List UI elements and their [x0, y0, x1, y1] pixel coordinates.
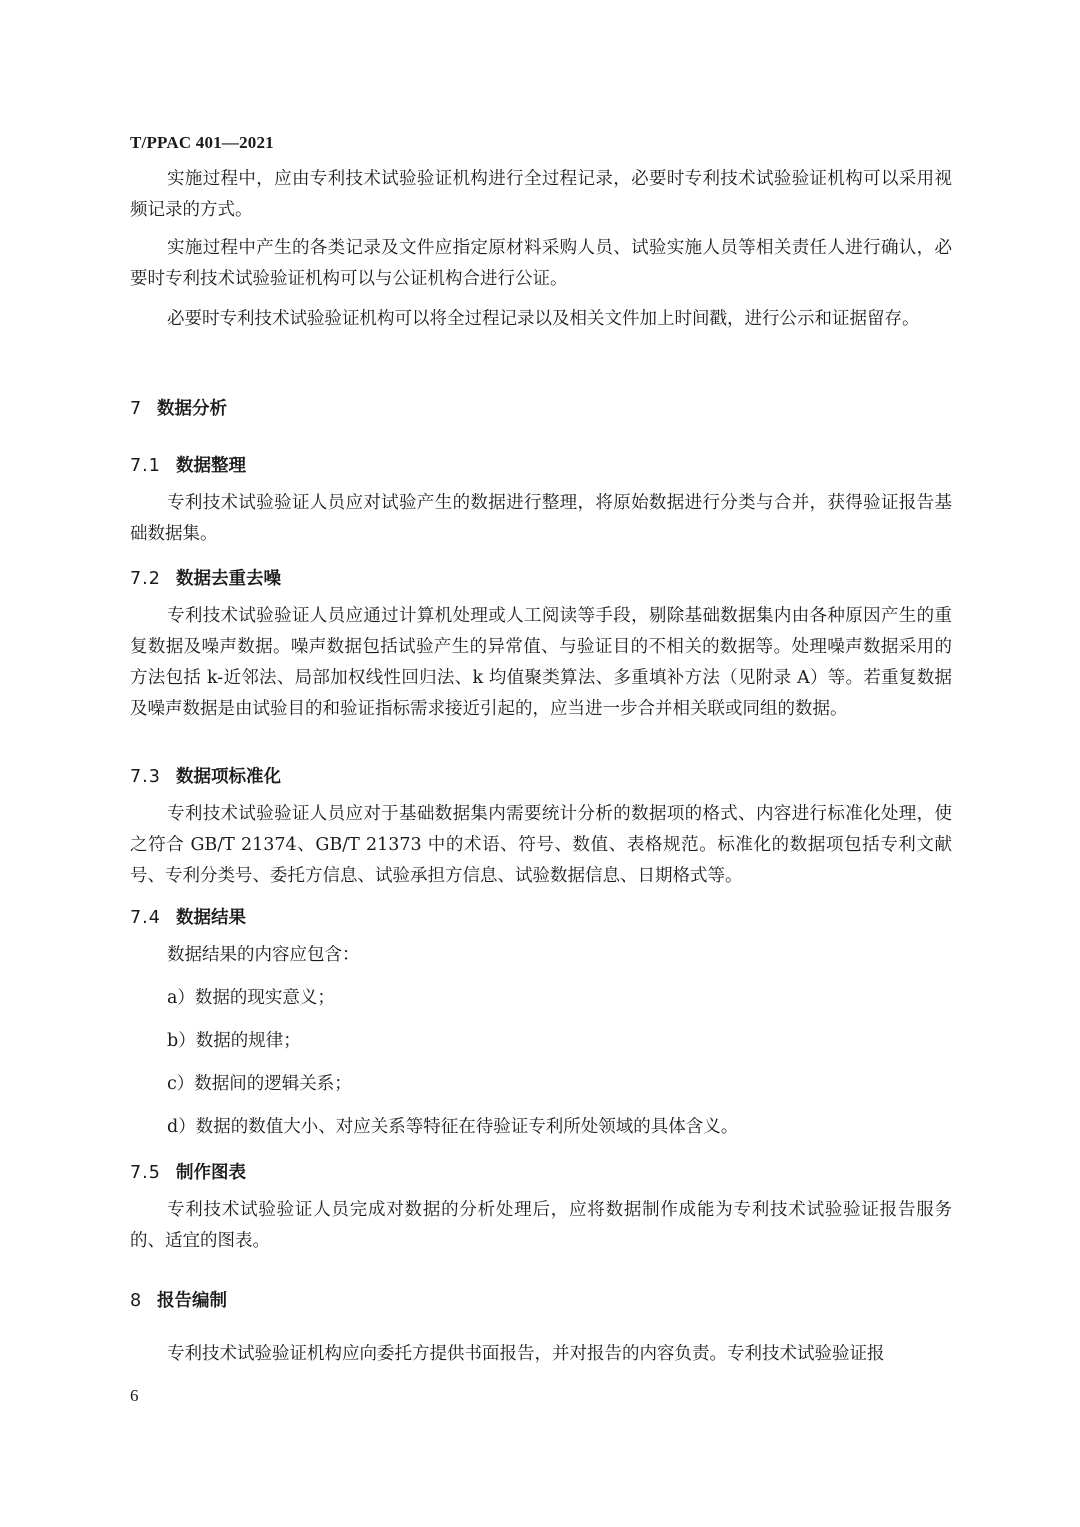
paragraph-text: 专利技术试验验证机构应向委托方提供书面报告，并对报告的内容负责。专利技术试验验证报	[167, 1344, 885, 1364]
paragraph-text: 专利技术试验验证人员完成对数据的分析处理后，应将数据制作成能为专利技术试验验证报告服务的、适宜的图表。	[130, 1200, 952, 1251]
list-item-text: b）数据的规律；	[167, 1031, 301, 1051]
page-number: 6	[130, 1386, 139, 1405]
subsection-number: 7.3	[130, 767, 161, 787]
subsection-7-4-intro	[130, 940, 952, 971]
paragraph-text: 实施过程中产生的各类记录及文件应指定原材料采购人员、试验实施人员等相关责任人进行确认，必要时专利技术试验验证机构可以与公证机构合进行公证。	[130, 238, 952, 289]
subsection-number: 7.1	[130, 456, 161, 476]
section-7-heading	[130, 395, 227, 420]
section-title: 数据分析	[157, 399, 227, 419]
subsection-7-1-body	[130, 488, 952, 550]
paragraph-text: 专利技术试验验证人员应通过计算机处理或人工阅读等手段，剔除基础数据集内由各种原因产生的重复数据及噪声数据。噪声数据包括试验产生的异常值、与验证目的不相关的数据等。处理噪声数据采用的方法包括 k-近邻法、局部加权线性回归法、k 均值聚类算法、多重填补方法（见附录 A）等。若重复数据及噪声数据是由试验目的和验证指标需求接近引起的，应当进一步合并相关联或同组的数据。	[130, 606, 952, 719]
list-item	[130, 983, 952, 1014]
list-item-text: d）数据的数值大小、对应关系等特征在待验证专利所处领域的具体含义。	[167, 1117, 739, 1137]
list-item	[130, 1112, 952, 1143]
subsection-title: 数据项标准化	[176, 767, 281, 787]
list-item-text: a）数据的现实意义；	[167, 988, 335, 1008]
paragraph-text: 数据结果的内容应包含：	[167, 945, 360, 965]
subsection-number: 7.2	[130, 569, 161, 589]
section-8-heading	[130, 1287, 227, 1312]
subsection-7-4-heading	[130, 904, 246, 929]
paragraph-text: 专利技术试验验证人员应对试验产生的数据进行整理，将原始数据进行分类与合并，获得验证报告基础数据集。	[130, 493, 952, 544]
list-item-text: c）数据间的逻辑关系；	[167, 1074, 352, 1094]
subsection-number: 7.4	[130, 908, 161, 928]
section-8-body	[130, 1339, 952, 1370]
subsection-title: 数据去重去噪	[176, 569, 281, 589]
section-number: 7	[130, 399, 143, 419]
subsection-title: 数据整理	[176, 456, 246, 476]
subsection-7-1-heading	[130, 452, 246, 477]
subsection-7-2-heading	[130, 565, 281, 590]
section-number: 8	[130, 1291, 143, 1311]
subsection-7-2-body	[130, 601, 952, 725]
list-item	[130, 1069, 952, 1100]
paragraph-text: 专利技术试验验证人员应对于基础数据集内需要统计分析的数据项的格式、内容进行标准化处理，使之符合 GB/T 21374、GB/T 21373 中的术语、符号、数值、表格规范。标准化的数据项包括专利文献号、专利分类号、委托方信息、试验承担方信息、试验数据信息、日期格式等。	[130, 804, 952, 886]
subsection-7-5-heading	[130, 1159, 246, 1184]
subsection-7-3-body	[130, 799, 952, 892]
intro-paragraph-3	[130, 304, 952, 335]
subsection-number: 7.5	[130, 1163, 161, 1183]
paragraph-text: 必要时专利技术试验验证机构可以将全过程记录以及相关文件加上时间戳，进行公示和证据留存。	[167, 309, 920, 329]
paragraph-text: 实施过程中，应由专利技术试验验证机构进行全过程记录，必要时专利技术试验验证机构可以采用视频记录的方式。	[130, 169, 952, 220]
subsection-title: 制作图表	[176, 1163, 246, 1183]
subsection-7-5-body	[130, 1195, 952, 1257]
subsection-7-3-heading	[130, 763, 281, 788]
document-id-header: T/PPAC 401—2021	[130, 133, 274, 152]
section-title: 报告编制	[157, 1291, 227, 1311]
list-item	[130, 1026, 952, 1057]
intro-paragraph-1	[130, 164, 952, 226]
intro-paragraph-2	[130, 233, 952, 295]
subsection-title: 数据结果	[176, 908, 246, 928]
